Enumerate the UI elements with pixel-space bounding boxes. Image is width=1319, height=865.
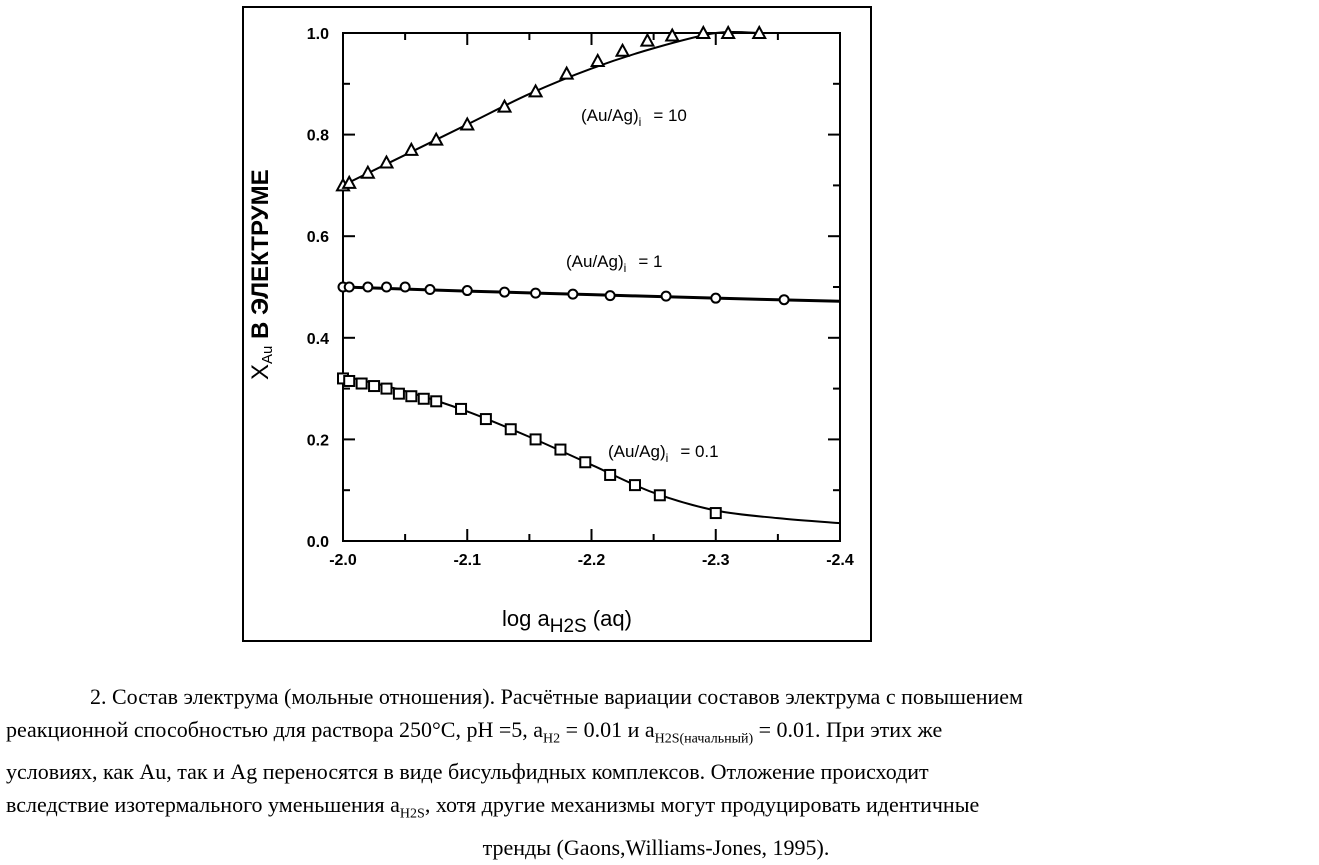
y-axis-title: XAu В ЭЛЕКТРУМЕ (247, 169, 276, 380)
caption-line-1: 2. Состав электрума (мольные отношения). Расчётные вариации составов электрума с повышением (90, 684, 1023, 709)
caption-line-3: условиях, как Au, так и Ag переносятся в виде бисульфидных комплексов. Отложение происходит (6, 759, 929, 785)
data-point-circle (463, 286, 472, 295)
data-point-square (711, 508, 721, 518)
data-point-circle (568, 290, 577, 299)
data-point-circle (662, 292, 671, 301)
series-markers (337, 27, 789, 518)
data-point-square (344, 376, 354, 386)
data-point-triangle (592, 55, 604, 66)
figure-caption (6, 680, 1306, 864)
data-point-circle (425, 285, 434, 294)
data-point-circle (606, 291, 615, 300)
x-tick-label: -2.0 (329, 552, 357, 569)
data-point-square (630, 480, 640, 490)
data-point-triangle (530, 85, 542, 96)
series-label: $(Au/Ag)_i = 10$ (581, 106, 687, 129)
y-tick-label: 1.0 (306, 26, 329, 43)
data-point-triangle (499, 101, 511, 112)
data-point-triangle (430, 134, 442, 145)
x-tick-label: -2.1 (453, 552, 482, 569)
caption-line-2: реакционной способностью для раствора 250°С, pH =5, $a_{H2} = 0.01$ и $a_{H2S(начальный)} = 0.01$. При этих же (6, 717, 943, 747)
data-point-triangle (561, 68, 573, 79)
data-point-square (655, 490, 665, 500)
series-line (343, 32, 759, 186)
data-point-circle (345, 283, 354, 292)
data-point-square (419, 394, 429, 404)
data-point-square (506, 424, 516, 434)
data-point-square (381, 384, 391, 394)
caption-line-4: вследствие изотермального уменьшения $a_{H2S}$, хотя другие механизмы могут продуцировать идентичные (6, 792, 980, 822)
data-point-circle (382, 283, 391, 292)
data-point-square (555, 445, 565, 455)
data-point-circle (363, 283, 372, 292)
series-line (343, 376, 840, 523)
y-tick-label: 0.0 (306, 534, 329, 551)
x-axis-title: log aH2S (aq) (502, 606, 632, 637)
data-point-circle (711, 294, 720, 303)
series-label: $(Au/Ag)_i = 1$ (566, 252, 663, 275)
data-point-circle (401, 283, 410, 292)
data-point-square (580, 457, 590, 467)
data-point-triangle (461, 118, 473, 129)
data-point-circle (500, 288, 509, 297)
x-tick-label: -2.2 (577, 552, 606, 569)
y-tick-label: 0.8 (306, 127, 329, 145)
data-point-circle (780, 295, 789, 304)
series-line (343, 287, 840, 301)
y-tick-label: 0.4 (306, 330, 329, 348)
y-tick-label: 0.6 (306, 229, 329, 247)
data-point-square (369, 381, 379, 391)
data-point-square (431, 396, 441, 406)
x-tick-label: -2.4 (826, 552, 854, 569)
data-point-square (605, 470, 615, 480)
y-tick-label: 0.2 (306, 432, 329, 450)
data-point-circle (531, 289, 540, 298)
data-point-square (357, 379, 367, 389)
data-point-triangle (617, 45, 629, 56)
series-label: $(Au/Ag)_i = 0.1$ (608, 442, 719, 465)
caption-line-5: тренды (Gaons,Williams-Jones, 1995). (482, 834, 830, 860)
data-point-triangle (666, 30, 678, 41)
data-point-square (481, 414, 491, 424)
data-point-square (406, 391, 416, 401)
data-point-triangle (641, 35, 653, 46)
data-point-square (394, 389, 404, 399)
series-labels (566, 106, 719, 465)
x-tick-label: -2.3 (701, 552, 730, 569)
data-point-square (456, 404, 466, 414)
data-point-square (531, 434, 541, 444)
